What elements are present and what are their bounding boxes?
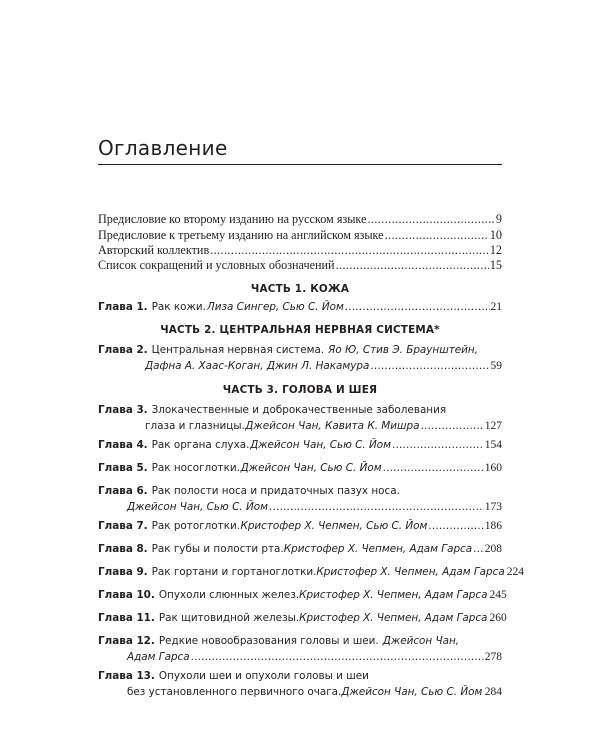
toc-chapter-entry[interactable]: [98, 633, 502, 665]
dot-leader: [336, 258, 489, 272]
chapter-number: Глава 3.: [98, 404, 148, 416]
dot-leader: [345, 299, 490, 315]
chapter-number: Глава 6.: [98, 485, 148, 497]
toc-chapter-entry[interactable]: [98, 299, 502, 315]
entry-label: Список сокращений и условных обозначений: [98, 258, 335, 272]
chapter-authors: Джейсон Чан, Сью С. Йом: [240, 462, 382, 474]
chapter-number: Глава 11.: [98, 612, 155, 624]
part-header: ЧАСТЬ 2. ЦЕНТРАЛЬНАЯ НЕРВНАЯ СИСТЕМА*: [160, 324, 440, 336]
dot-leader: [383, 460, 484, 476]
toc-chapter-entry[interactable]: [98, 668, 502, 700]
page-number: 9: [495, 212, 502, 226]
chapter-number: Глава 12.: [98, 635, 155, 647]
toc-chapter-entry[interactable]: [98, 342, 502, 374]
entry-label: Авторский коллектив: [98, 243, 210, 257]
chapter-title: Редкие новообразования головы и шеи.: [158, 635, 379, 647]
toc-preface-entry[interactable]: [98, 228, 502, 242]
toc-preface-entry[interactable]: [98, 243, 502, 257]
page-number: 208: [484, 543, 502, 555]
dot-leader: [421, 418, 484, 434]
chapter-authors: Кристофер Х. Чепмен, Сью С. Йом: [240, 520, 428, 532]
part-header: ЧАСТЬ 3. ГОЛОВА И ШЕЯ: [222, 384, 378, 396]
chapter-title: Злокачественные и доброкачественные заболевания: [151, 404, 447, 416]
chapter-number: Глава 10.: [98, 589, 155, 601]
chapter-title: Опухоли слюнных желез.: [158, 589, 300, 601]
chapter-title: Рак кожи.: [151, 301, 206, 313]
chapter-number: Глава 1.: [98, 301, 148, 313]
chapter-authors: Кристофер Х. Чепмен, Адам Гарса: [299, 589, 488, 601]
page-number: 10: [489, 228, 502, 242]
chapter-title: Рак органа слуха.: [151, 439, 250, 451]
dot-leader: [392, 437, 484, 453]
chapter-title: без установленного первичного очага.: [127, 686, 342, 698]
dot-leader: [210, 243, 489, 257]
chapter-number: Глава 5.: [98, 462, 148, 474]
page-number: 160: [484, 462, 502, 474]
chapter-title: Рак полости носа и придаточных пазух носа.: [151, 485, 400, 497]
dot-leader: [428, 518, 483, 534]
page-number: 284: [484, 686, 502, 698]
chapter-authors: Лиза Сингер, Сью С. Йом: [206, 301, 344, 313]
chapter-authors: Джейсон Чан, Кавита К. Мишра: [245, 420, 420, 432]
toc-chapter-entry[interactable]: [98, 437, 502, 453]
toc-preface-entry[interactable]: [98, 258, 502, 272]
chapter-authors: Дафна А. Хаас-Коган, Джин Л. Накамура: [145, 360, 370, 372]
page-number: 12: [489, 243, 502, 257]
toc-chapter-entry[interactable]: [98, 483, 502, 515]
entry-label: Предисловие ко второму изданию на русском языке: [98, 212, 367, 226]
page-number: 278: [484, 651, 502, 663]
chapter-authors: Адам Гарса: [127, 651, 190, 663]
chapter-number: Глава 13.: [98, 670, 155, 682]
page-number: 224: [506, 566, 524, 578]
page-number: 260: [489, 612, 507, 624]
page-number: 173: [484, 501, 502, 513]
dot-leader: [370, 358, 489, 374]
chapter-title: Рак щитовидной железы.: [158, 612, 300, 624]
chapter-authors: Кристофер Х. Чепмен, Адам Гарса: [283, 543, 473, 555]
page-number: 15: [489, 258, 502, 272]
page-number: 59: [490, 360, 502, 372]
dot-leader: [473, 541, 484, 557]
chapter-authors: Джейсон Чан, Сью С. Йом: [341, 686, 483, 698]
chapter-number: Глава 8.: [98, 543, 148, 555]
chapter-title: Рак носоглотки.: [151, 462, 240, 474]
dot-leader: [269, 499, 484, 515]
part-header: ЧАСТЬ 1. КОЖА: [250, 283, 350, 295]
dot-leader: [367, 212, 494, 226]
chapter-title: Опухоли шеи и опухоли головы и шеи: [158, 670, 369, 682]
toc-chapter-entry[interactable]: [98, 587, 507, 603]
dot-leader: [191, 649, 484, 665]
toc-chapter-entry[interactable]: [98, 460, 502, 476]
toc-chapter-entry[interactable]: [98, 518, 502, 534]
toc-chapter-entry[interactable]: [98, 564, 524, 580]
toc-chapter-entry[interactable]: [98, 610, 507, 626]
chapter-number: Глава 4.: [98, 439, 148, 451]
toc-chapter-entry[interactable]: [98, 402, 502, 434]
page-number: 127: [484, 420, 502, 432]
dot-leader: [385, 228, 489, 242]
toc-preface-entry[interactable]: [98, 212, 502, 226]
chapter-authors: Джейсон Чан,: [382, 635, 460, 647]
chapter-title: Рак гортани и гортаноглотки.: [151, 566, 317, 578]
page-number: 186: [484, 520, 502, 532]
toc-chapter-entry[interactable]: [98, 541, 502, 557]
chapter-number: Глава 7.: [98, 520, 148, 532]
page-number: 245: [489, 589, 507, 601]
chapter-title: Рак ротоглотки.: [151, 520, 241, 532]
chapter-authors: Кристофер Х. Чепмен, Адам Гарса: [316, 566, 505, 578]
chapter-number: Глава 9.: [98, 566, 148, 578]
chapter-authors: Яо Ю, Стив Э. Браунштейн,: [328, 344, 479, 356]
chapter-title: Рак губы и полости рта.: [151, 543, 284, 555]
chapter-authors: Джейсон Чан, Сью С. Йом: [250, 439, 392, 451]
chapter-title: глаза и глазницы.: [145, 420, 245, 432]
toc-heading: Оглавление: [98, 136, 228, 160]
page-number: 21: [490, 301, 502, 313]
chapter-number: Глава 2.: [98, 344, 148, 356]
page-number: 154: [484, 439, 502, 451]
entry-label: Предисловие к третьему изданию на английском языке: [98, 228, 384, 242]
chapter-title: Центральная нервная система.: [151, 344, 325, 356]
chapter-authors: Джейсон Чан, Сью С. Йом: [127, 501, 268, 513]
heading-rule: [98, 164, 502, 165]
chapter-authors: Кристофер Х. Чепмен, Адам Гарса: [299, 612, 488, 624]
